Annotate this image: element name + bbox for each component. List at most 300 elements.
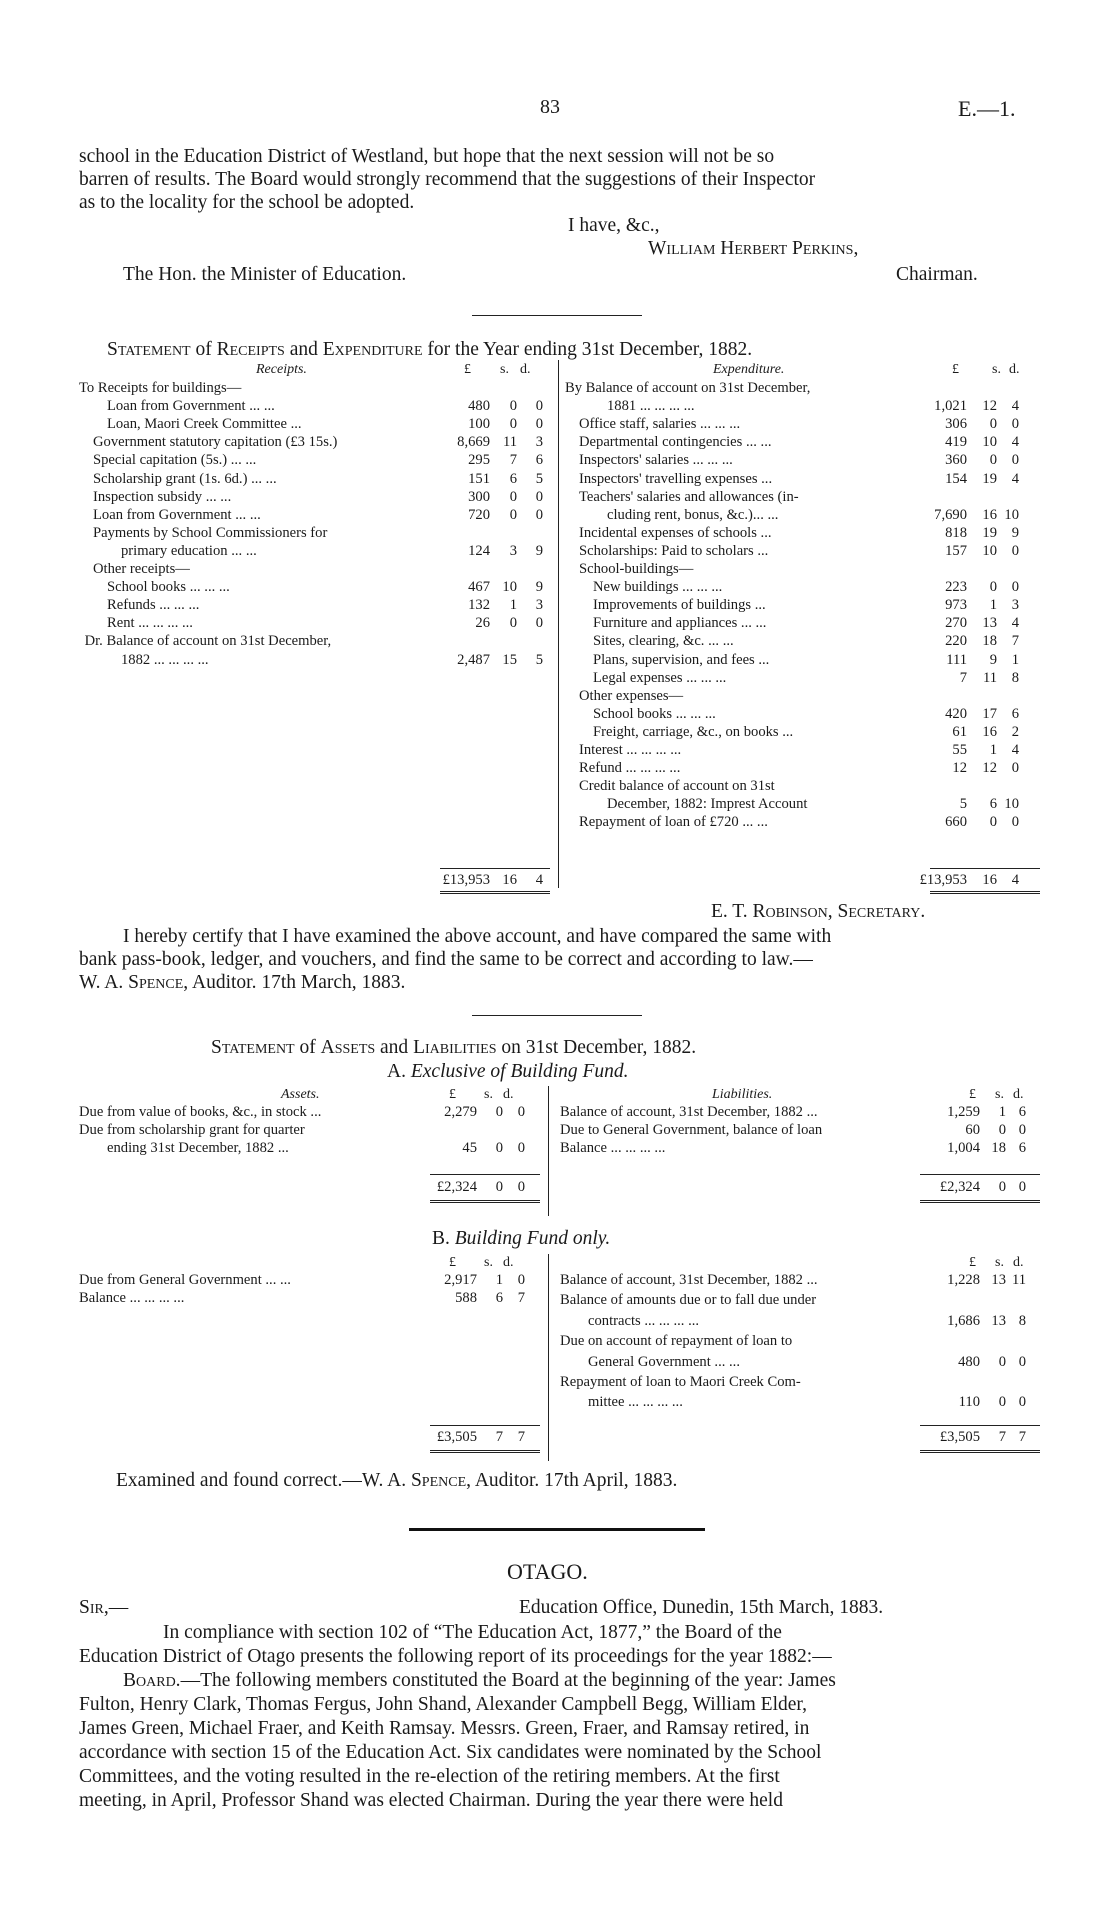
receipts-statement-title: Statement of Receipts and Expenditure for the Year ending 31st December, 1882. [107, 339, 753, 360]
receipts-amount-shillings: 10 [502, 579, 517, 596]
certification-line-3: W. A. Spence, Auditor. 17th March, 1883. [79, 972, 406, 993]
b-col-d-right: d. [1013, 1255, 1024, 1270]
expenditure-label: By Balance of account on 31st December, [565, 380, 811, 396]
receipts-row [79, 415, 549, 433]
receipts-label: Rent ... ... ... ... [107, 615, 193, 632]
receipts-label: School books ... ... ... [107, 579, 230, 596]
otago-p2-line-1: Board.—The following members constituted the Board at the beginning of the year: James [123, 1670, 836, 1691]
receipts-amount-pounds: 124 [468, 542, 490, 559]
receipts-amount-pence: 6 [535, 452, 543, 469]
receipts-label: 1882 ... ... ... ... [121, 651, 209, 668]
expenditure-amount-shillings: 13 [982, 615, 997, 632]
expenditure-amount-shillings: 17 [982, 705, 997, 722]
expenditure-label: Furniture and appliances ... ... [593, 615, 767, 632]
receipts-amount-pence: 9 [535, 542, 543, 559]
intro-line-3: as to the locality for the school be adopted. [79, 192, 415, 213]
receipts-row [79, 596, 549, 614]
expenditure-amount-pence: 4 [1011, 470, 1019, 487]
expenditure-amount-shillings: 9 [989, 651, 997, 668]
expenditure-row [565, 451, 1040, 469]
expenditure-row [565, 488, 1040, 506]
a-liabilities-amount-pence: 6 [1018, 1140, 1026, 1156]
receipts-amount-pence: 5 [535, 470, 543, 487]
receipts-row [79, 506, 549, 524]
expenditure-amount-pounds: 157 [945, 542, 967, 559]
col-d-left: d. [520, 362, 531, 377]
receipts-label: Refunds ... ... ... [107, 597, 200, 614]
total-rule-left [440, 868, 550, 869]
a-col-pound-left: £ [449, 1087, 456, 1102]
expenditure-amount-shillings: 6 [989, 796, 997, 813]
otago-p2-line-4: accordance with section 15 of the Education Act. Six candidates were nominated by the School [79, 1742, 822, 1763]
b-col-pound-right: £ [969, 1255, 976, 1270]
receipts-amount-pence: 5 [535, 651, 543, 668]
a-total-rule-right [920, 1174, 1040, 1175]
receipts-label: Loan from Government ... ... [107, 398, 275, 415]
expenditure-label: School-buildings— [579, 561, 694, 577]
expenditure-amount-shillings: 16 [982, 723, 997, 740]
expenditure-amount-shillings: 1 [989, 597, 997, 614]
a-col-d-left: d. [503, 1087, 514, 1102]
expenditure-amount-shillings: 0 [989, 579, 997, 596]
addressee: The Hon. the Minister of Education. [123, 264, 407, 285]
b-liabilities-row [560, 1353, 1040, 1371]
b-liabilities-label: contracts ... ... ... ... [588, 1312, 700, 1329]
b-total-right-amount-pence: 7 [1018, 1429, 1026, 1445]
salutation: Sir,— [79, 1597, 129, 1618]
examined-note: Examined and found correct.—W. A. Spence, Auditor. 17th April, 1883. [116, 1470, 678, 1491]
receipts-amount-shillings: 0 [509, 488, 517, 505]
a-column-rule [548, 1086, 549, 1216]
receipts-amount-pounds: 480 [468, 398, 490, 415]
expenditure-row [565, 397, 1040, 415]
b-liabilities-amount-pounds: 480 [958, 1353, 980, 1370]
expenditure-amount-pounds: 223 [945, 579, 967, 596]
expenditure-label: Sites, clearing, &c. ... ... [593, 633, 734, 650]
receipts-total-amount-shillings: 16 [502, 872, 517, 888]
expenditure-amount-pence: 4 [1011, 742, 1019, 758]
expenditure-amount-pounds: 55 [952, 742, 967, 758]
receipts-amount-shillings: 0 [509, 615, 517, 632]
expenditure-row [565, 596, 1040, 614]
expenditure-amount-pounds: 419 [945, 434, 967, 451]
a-liabilities-row [560, 1139, 1040, 1157]
receipts-amount-shillings: 6 [509, 470, 517, 487]
b-liabilities-row [560, 1271, 1040, 1289]
expenditure-amount-pence: 10 [1004, 796, 1019, 813]
a-assets-label: Due from value of books, &c., in stock ... [79, 1104, 322, 1120]
otago-p2-line-2: Fulton, Henry Clark, Thomas Fergus, John Shand, Alexander Campbell Begg, William Elder, [79, 1694, 807, 1715]
b-assets-row [79, 1271, 539, 1289]
a-total-right-amount-shillings: 0 [998, 1179, 1006, 1195]
b-total-right-amount-shillings: 7 [998, 1429, 1006, 1445]
b-column-rule [548, 1254, 549, 1461]
expenditure-label: Repayment of loan of £720 ... ... [579, 814, 768, 831]
a-total-rule-left [430, 1174, 540, 1175]
a-assets-row [79, 1139, 539, 1157]
divider [472, 1015, 642, 1016]
receipts-row [79, 488, 549, 506]
expenditure-amount-shillings: 1 [989, 742, 997, 758]
expenditure-amount-pounds: 306 [945, 416, 967, 433]
receipts-amount-shillings: 11 [502, 434, 517, 451]
receipts-label: Special capitation (5s.) ... ... [93, 452, 257, 469]
b-assets-amount-pence: 0 [517, 1272, 525, 1288]
expenditure-amount-pence: 3 [1011, 597, 1019, 614]
b-liabilities-amount-shillings: 0 [998, 1394, 1006, 1411]
receipts-amount-pence: 0 [535, 416, 543, 433]
expenditure-amount-shillings: 11 [982, 669, 997, 686]
receipts-column-rule [558, 360, 559, 888]
otago-p1-line-2: Education District of Otago presents the following report of its proceedings for the year 1882:— [79, 1646, 832, 1667]
a-double-rule-left [430, 1200, 540, 1203]
expenditure-label: Interest ... ... ... ... [579, 742, 682, 758]
b-assets-label: Balance ... ... ... ... [79, 1290, 185, 1306]
otago-p2-line-3: James Green, Michael Fraer, and Keith Ramsay. Messrs. Green, Fraer, and Ramsay retired, in [79, 1718, 810, 1739]
b-col-pound-left: £ [449, 1255, 456, 1270]
receipts-amount-shillings: 7 [509, 452, 517, 469]
a-assets-amount-pence: 0 [517, 1104, 525, 1120]
expenditure-amount-shillings: 18 [982, 633, 997, 650]
expenditure-amount-pence: 8 [1011, 669, 1019, 686]
expenditure-amount-pence: 4 [1011, 398, 1019, 415]
b-liabilities-amount-shillings: 13 [991, 1272, 1006, 1288]
divider [472, 315, 642, 316]
otago-heading: OTAGO. [507, 1559, 588, 1584]
receipts-row [79, 578, 549, 596]
a-col-s-right: s. [995, 1087, 1004, 1102]
otago-p2-line-5: Committees, and the voting resulted in the re-election of the retiring members. At the first [79, 1766, 780, 1787]
expenditure-label: Office staff, salaries ... ... ... [579, 416, 741, 433]
expenditure-row [565, 614, 1040, 632]
b-liabilities-label: mittee ... ... ... ... [588, 1394, 683, 1411]
closing: I have, &c., [568, 215, 660, 236]
expenditure-label: Credit balance of account on 31st [579, 778, 775, 795]
receipts-amount-pounds: 300 [468, 488, 490, 505]
certification-line-1: I hereby certify that I have examined the above account, and have compared the same with [123, 926, 832, 947]
expenditure-row [565, 560, 1040, 578]
expenditure-label: Teachers' salaries and allowances (in- [579, 488, 799, 505]
b-liabilities-amount-pence: 8 [1018, 1312, 1026, 1329]
assets-heading: Assets. [281, 1087, 320, 1102]
receipts-label: Loan, Maori Creek Committee ... [107, 416, 302, 433]
a-total-left-amount-shillings: 0 [495, 1179, 503, 1195]
expenditure-amount-pence: 0 [1011, 542, 1019, 559]
expenditure-amount-pounds: 360 [945, 452, 967, 469]
expenditure-amount-pence: 7 [1011, 633, 1019, 650]
expenditure-amount-pounds: 973 [945, 597, 967, 614]
receipts-amount-pounds: 295 [468, 452, 490, 469]
expenditure-row [565, 379, 1040, 397]
section-a-title: A. Exclusive of Building Fund. [387, 1061, 629, 1082]
a-col-s-left: s. [484, 1087, 493, 1102]
a-liabilities-amount-pence: 0 [1018, 1122, 1026, 1138]
receipts-amount-shillings: 15 [502, 651, 517, 668]
a-assets-amount-shillings: 0 [495, 1140, 503, 1156]
b-liabilities-label: Due on account of repayment of loan to [560, 1333, 793, 1350]
a-total-right-amount-pence: 0 [1018, 1179, 1026, 1195]
a-liabilities-label: Balance of account, 31st December, 1882 ... [560, 1104, 818, 1120]
a-total-right-amount-pounds: £2,324 [939, 1179, 980, 1195]
expenditure-label: Freight, carriage, &c., on books ... [593, 723, 794, 740]
b-total-rule-left [430, 1425, 540, 1426]
a-assets-amount-pounds: 45 [462, 1140, 477, 1156]
double-rule-left [440, 891, 550, 894]
expenditure-amount-pence: 4 [1011, 434, 1019, 451]
expenditure-amount-pence: 0 [1011, 760, 1019, 777]
expenditure-amount-pence: 2 [1011, 723, 1019, 740]
expenditure-label: Refund ... ... ... ... [579, 760, 681, 777]
receipts-amount-pounds: 132 [468, 597, 490, 614]
expenditure-row [565, 651, 1040, 669]
expenditure-amount-pence: 9 [1011, 524, 1019, 541]
expenditure-amount-pence: 1 [1011, 651, 1019, 668]
expenditure-label: Scholarships: Paid to scholars ... [579, 542, 769, 559]
expenditure-amount-shillings: 10 [982, 542, 997, 559]
receipts-label: Scholarship grant (1s. 6d.) ... ... [93, 470, 277, 487]
expenditure-amount-pounds: 7,690 [934, 506, 967, 523]
b-liabilities-amount-pence: 0 [1018, 1394, 1026, 1411]
expenditure-amount-pounds: 5 [959, 796, 967, 813]
expenditure-row [565, 524, 1040, 542]
expenditure-label: Incidental expenses of schools ... [579, 524, 772, 541]
receipts-label: Other receipts— [93, 561, 190, 577]
a-total-left-amount-pence: 0 [517, 1179, 525, 1195]
otago-p2-line-6: meeting, in April, Professor Shand was elected Chairman. During the year there were held [79, 1790, 783, 1811]
certification-line-2: bank pass-book, ledger, and vouchers, and find the same to be correct and according to law.— [79, 949, 813, 970]
receipts-total-row [79, 871, 549, 889]
a-total-right-row [560, 1178, 1040, 1196]
b-total-left-row [79, 1428, 539, 1446]
section-divider [409, 1528, 705, 1531]
expenditure-row [565, 723, 1040, 741]
b-double-rule-left [430, 1450, 540, 1453]
expenditure-row [565, 578, 1040, 596]
expenditure-amount-pounds: 61 [952, 723, 967, 740]
expenditure-amount-pence: 0 [1011, 579, 1019, 596]
expenditure-label: Inspectors' salaries ... ... ... [579, 452, 733, 469]
a-liabilities-amount-shillings: 18 [991, 1140, 1006, 1156]
expenditure-row [565, 433, 1040, 451]
expenditure-amount-pounds: 420 [945, 705, 967, 722]
receipts-label: Inspection subsidy ... ... [93, 488, 232, 505]
b-liabilities-row [560, 1332, 1040, 1350]
a-liabilities-amount-shillings: 1 [998, 1104, 1006, 1120]
receipts-amount-pence: 0 [535, 615, 543, 632]
b-total-rule-right [920, 1425, 1040, 1426]
b-liabilities-row [560, 1393, 1040, 1411]
expenditure-label: New buildings ... ... ... [593, 579, 723, 596]
total-rule-right [930, 868, 1040, 869]
expenditure-amount-pounds: 111 [946, 651, 967, 668]
b-liabilities-amount-pence: 11 [1011, 1272, 1026, 1288]
expenditure-total-amount-pounds: £13,953 [919, 872, 967, 888]
receipts-row [79, 632, 549, 650]
a-liabilities-amount-pounds: 60 [965, 1122, 980, 1138]
b-assets-label: Due from General Government ... ... [79, 1272, 291, 1288]
expenditure-row [565, 777, 1040, 795]
a-liabilities-amount-pounds: 1,004 [947, 1140, 980, 1156]
b-double-rule-right [920, 1450, 1040, 1453]
receipts-row [79, 651, 549, 669]
expenditure-label: cluding rent, bonus, &c.)... ... [607, 506, 779, 523]
receipts-label: Dr. Balance of account on 31st December, [84, 633, 332, 650]
section-b-title: B. Building Fund only. [432, 1228, 611, 1249]
receipts-label: To Receipts for buildings— [79, 380, 242, 396]
intro-line-2: barren of results. The Board would strongly recommend that the suggestions of their Inspector [79, 169, 816, 190]
b-assets-row [79, 1289, 539, 1307]
expenditure-amount-shillings: 16 [982, 506, 997, 523]
a-assets-label: ending 31st December, 1882 ... [107, 1140, 289, 1156]
receipts-amount-shillings: 0 [509, 398, 517, 415]
a-assets-amount-shillings: 0 [495, 1104, 503, 1120]
b-liabilities-label: Balance of account, 31st December, 1882 ... [560, 1272, 818, 1288]
receipts-row [79, 397, 549, 415]
expenditure-row [565, 813, 1040, 831]
receipts-row [79, 379, 549, 397]
expenditure-label: 1881 ... ... ... ... [607, 398, 695, 415]
b-liabilities-label: Repayment of loan to Maori Creek Com- [560, 1374, 801, 1390]
a-liabilities-row [560, 1103, 1040, 1121]
receipts-amount-pence: 3 [535, 434, 543, 451]
receipts-row [79, 560, 549, 578]
expenditure-label: Plans, supervision, and fees ... [593, 651, 770, 668]
expenditure-amount-pounds: 220 [945, 633, 967, 650]
signatory: William Herbert Perkins, [648, 238, 859, 259]
expenditure-amount-pence: 4 [1011, 615, 1019, 632]
a-liabilities-row [560, 1121, 1040, 1139]
expenditure-total-amount-shillings: 16 [982, 872, 997, 888]
expenditure-row [565, 506, 1040, 524]
b-assets-amount-pounds: 2,917 [444, 1272, 477, 1288]
receipts-amount-pence: 0 [535, 488, 543, 505]
expenditure-label: Legal expenses ... ... ... [593, 669, 727, 686]
expenditure-row [565, 705, 1040, 723]
expenditure-amount-shillings: 12 [982, 760, 997, 777]
b-total-left-amount-shillings: 7 [495, 1429, 503, 1445]
b-assets-amount-pounds: 588 [455, 1290, 477, 1306]
b-liabilities-amount-shillings: 0 [998, 1353, 1006, 1370]
expenditure-amount-pounds: 12 [952, 760, 967, 777]
expenditure-amount-pounds: 154 [945, 470, 967, 487]
receipts-label: Loan from Government ... ... [93, 506, 261, 523]
b-assets-amount-shillings: 1 [495, 1272, 503, 1288]
expenditure-amount-shillings: 0 [989, 452, 997, 469]
a-assets-row [79, 1103, 539, 1121]
b-col-d-left: d. [503, 1255, 514, 1270]
receipts-amount-pence: 9 [535, 579, 543, 596]
expenditure-amount-pence: 0 [1011, 416, 1019, 433]
receipts-amount-shillings: 0 [509, 506, 517, 523]
col-pound-left: £ [464, 362, 471, 377]
expenditure-amount-pence: 0 [1011, 452, 1019, 469]
receipts-row [79, 524, 549, 542]
expenditure-total-row [565, 871, 1040, 889]
signatory-title: Chairman. [896, 264, 978, 285]
expenditure-row [565, 632, 1040, 650]
a-liabilities-amount-pence: 6 [1018, 1104, 1026, 1120]
b-liabilities-amount-pounds: 1,228 [947, 1272, 980, 1288]
col-s-right: s. [992, 362, 1001, 377]
b-col-s-right: s. [995, 1255, 1004, 1270]
b-col-s-left: s. [484, 1255, 493, 1270]
expenditure-amount-shillings: 19 [982, 470, 997, 487]
expenditure-total-amount-pence: 4 [1011, 872, 1019, 888]
receipts-row [79, 542, 549, 560]
expenditure-row [565, 741, 1040, 759]
expenditure-heading: Expenditure. [713, 362, 785, 377]
expenditure-amount-pounds: 270 [945, 615, 967, 632]
receipts-heading: Receipts. [256, 362, 307, 377]
expenditure-amount-shillings: 0 [989, 416, 997, 433]
receipts-label: Government statutory capitation (£3 15s.) [93, 434, 338, 451]
expenditure-label: Inspectors' travelling expenses ... [579, 470, 773, 487]
receipts-amount-shillings: 3 [509, 542, 517, 559]
receipts-amount-pounds: 26 [475, 615, 490, 632]
receipts-total-amount-pence: 4 [535, 872, 543, 888]
col-s-left: s. [500, 362, 509, 377]
b-liabilities-amount-pounds: 110 [958, 1394, 980, 1411]
col-pound-right: £ [952, 362, 959, 377]
b-liabilities-row [560, 1373, 1040, 1391]
expenditure-amount-shillings: 0 [989, 814, 997, 831]
document-code: E.—1. [958, 96, 1016, 121]
expenditure-label: Improvements of buildings ... [593, 597, 766, 614]
b-assets-amount-pence: 7 [517, 1290, 525, 1306]
a-assets-row [79, 1121, 539, 1139]
receipts-amount-pounds: 467 [468, 579, 490, 596]
b-liabilities-amount-shillings: 13 [991, 1312, 1006, 1329]
expenditure-label: December, 1882: Imprest Account [607, 796, 808, 813]
b-assets-amount-shillings: 6 [495, 1290, 503, 1306]
a-col-pound-right: £ [969, 1087, 976, 1102]
a-double-rule-right [920, 1200, 1040, 1203]
receipts-amount-pounds: 2,487 [457, 651, 490, 668]
a-assets-amount-pence: 0 [517, 1140, 525, 1156]
expenditure-amount-shillings: 12 [982, 398, 997, 415]
receipts-label: primary education ... ... [121, 542, 257, 559]
receipts-amount-pence: 0 [535, 398, 543, 415]
a-total-left-row [79, 1178, 539, 1196]
expenditure-row [565, 470, 1040, 488]
receipts-amount-shillings: 0 [509, 416, 517, 433]
dateline: Education Office, Dunedin, 15th March, 1883. [519, 1597, 884, 1618]
receipts-amount-pounds: 720 [468, 506, 490, 523]
expenditure-row [565, 542, 1040, 560]
receipts-amount-pounds: 100 [468, 416, 490, 433]
receipts-row [79, 433, 549, 451]
page-number: 83 [540, 96, 560, 118]
expenditure-row [565, 687, 1040, 705]
receipts-amount-shillings: 1 [509, 597, 517, 614]
a-liabilities-amount-shillings: 0 [998, 1122, 1006, 1138]
expenditure-label: School books ... ... ... [593, 705, 716, 722]
expenditure-amount-pence: 0 [1011, 814, 1019, 831]
expenditure-amount-pounds: 1,021 [934, 398, 967, 415]
double-rule-right [930, 891, 1040, 894]
receipts-amount-pounds: 151 [468, 470, 490, 487]
b-liabilities-row [560, 1312, 1040, 1330]
receipts-amount-pounds: 8,669 [457, 434, 490, 451]
receipts-row [79, 614, 549, 632]
intro-line-1: school in the Education District of Westland, but hope that the next session will not be so [79, 146, 775, 167]
b-liabilities-amount-pence: 0 [1018, 1353, 1026, 1370]
receipts-label: Payments by School Commissioners for [93, 524, 328, 541]
expenditure-label: Departmental contingencies ... ... [579, 434, 772, 451]
expenditure-label: Other expenses— [579, 687, 684, 704]
b-total-right-amount-pounds: £3,505 [939, 1429, 980, 1445]
a-liabilities-label: Due to General Government, balance of loan [560, 1122, 823, 1138]
